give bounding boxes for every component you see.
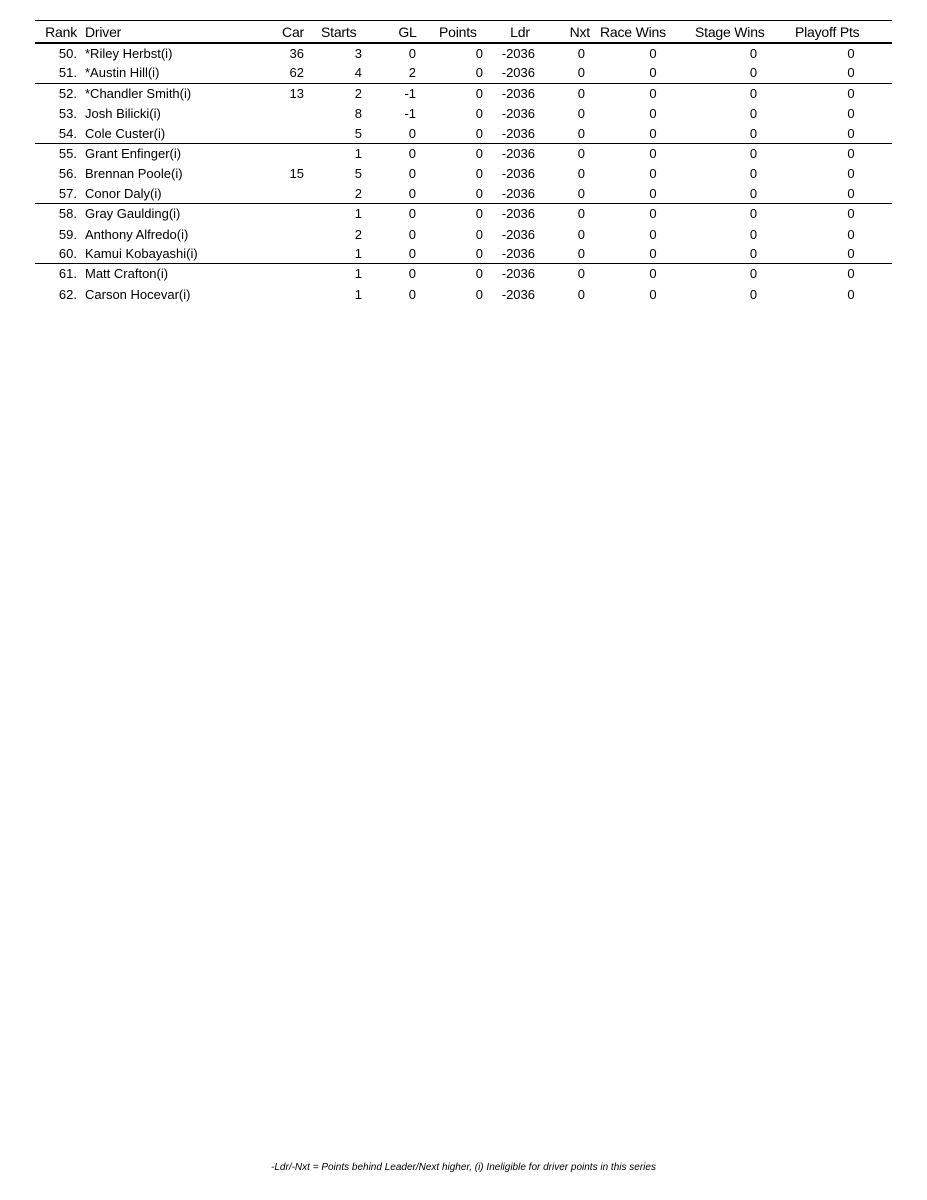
cell-points: 0 (475, 166, 483, 182)
header-ldr: Ldr (510, 24, 530, 40)
cell-race-wins: 0 (649, 46, 657, 61)
cell-playoff-pts: 0 (847, 245, 855, 261)
table-row (35, 184, 892, 203)
cell-driver: Grant Enfinger(i) (85, 145, 182, 161)
cell-gl: -1 (404, 85, 416, 101)
cell-starts: 5 (354, 125, 362, 141)
cell-nxt: 0 (577, 266, 585, 282)
cell-nxt: 0 (577, 85, 585, 101)
cell-gl: 0 (408, 245, 416, 261)
cell-rank: 60. (58, 245, 77, 261)
cell-nxt: 0 (577, 145, 585, 161)
cell-nxt: 0 (577, 65, 585, 81)
cell-stage-wins: 0 (749, 125, 758, 141)
cell-race-wins: 0 (649, 185, 657, 201)
cell-nxt: 0 (577, 166, 585, 182)
cell-stage-wins: 0 (749, 85, 758, 101)
cell-rank: 58. (58, 206, 77, 222)
header-stage-wins: Stage Wins (695, 24, 765, 40)
cell-ldr: -2036 (501, 206, 535, 222)
cell-gl: 0 (408, 125, 416, 141)
cell-ldr: -2036 (501, 245, 535, 261)
table-row (35, 225, 892, 244)
cell-playoff-pts: 0 (847, 206, 855, 222)
table-row (35, 44, 892, 63)
cell-playoff-pts: 0 (847, 85, 855, 101)
cell-stage-wins: 0 (749, 145, 758, 161)
cell-points: 0 (475, 206, 483, 222)
cell-starts: 3 (354, 46, 362, 61)
cell-driver: Carson Hocevar(i) (85, 286, 191, 302)
cell-gl: -1 (404, 106, 416, 122)
cell-ldr: -2036 (501, 46, 535, 61)
cell-gl: 0 (408, 266, 416, 282)
cell-ldr: -2036 (501, 185, 535, 201)
cell-nxt: 0 (577, 245, 585, 261)
cell-ldr: -2036 (501, 106, 535, 122)
cell-starts: 1 (354, 245, 362, 261)
cell-driver: Gray Gaulding(i) (85, 206, 181, 222)
cell-rank: 51. (58, 65, 77, 81)
table-row (35, 63, 892, 82)
cell-points: 0 (475, 65, 483, 81)
cell-nxt: 0 (577, 206, 585, 222)
cell-driver: Anthony Alfredo(i) (85, 226, 189, 242)
cell-rank: 50. (58, 46, 77, 61)
cell-race-wins: 0 (649, 245, 657, 261)
cell-starts: 2 (354, 185, 362, 201)
cell-playoff-pts: 0 (847, 65, 855, 81)
header-car: Car (282, 24, 304, 40)
table-row (35, 285, 892, 304)
header-playoff-pts: Playoff Pts (795, 24, 860, 40)
table-row (35, 164, 892, 183)
cell-nxt: 0 (577, 226, 585, 242)
cell-race-wins: 0 (649, 286, 657, 302)
cell-race-wins: 0 (649, 125, 657, 141)
cell-rank: 53. (58, 106, 77, 122)
cell-points: 0 (475, 106, 483, 122)
cell-stage-wins: 0 (749, 166, 758, 182)
table-row (35, 143, 892, 164)
cell-nxt: 0 (577, 106, 585, 122)
cell-ldr: -2036 (501, 65, 535, 81)
cell-gl: 0 (408, 145, 416, 161)
cell-points: 0 (475, 185, 483, 201)
cell-playoff-pts: 0 (847, 226, 855, 242)
cell-driver: *Austin Hill(i) (85, 65, 160, 81)
cell-driver: Conor Daly(i) (85, 185, 162, 201)
cell-points: 0 (475, 286, 483, 302)
cell-points: 0 (475, 125, 483, 141)
cell-nxt: 0 (577, 286, 585, 302)
cell-points: 0 (475, 46, 483, 61)
cell-ldr: -2036 (501, 166, 535, 182)
cell-starts: 2 (354, 226, 362, 242)
cell-rank: 61. (58, 266, 77, 282)
cell-race-wins: 0 (649, 85, 657, 101)
table-row (35, 124, 892, 143)
cell-stage-wins: 0 (749, 206, 758, 222)
cell-playoff-pts: 0 (847, 185, 855, 201)
cell-points: 0 (475, 85, 483, 101)
cell-starts: 8 (354, 106, 362, 122)
cell-ldr: -2036 (501, 85, 535, 101)
cell-ldr: -2036 (501, 145, 535, 161)
cell-nxt: 0 (577, 125, 585, 141)
table-row (35, 83, 892, 104)
table-body (35, 44, 892, 304)
cell-playoff-pts: 0 (847, 106, 855, 122)
standings-table (35, 20, 892, 304)
cell-playoff-pts: 0 (847, 286, 855, 302)
cell-ldr: -2036 (501, 226, 535, 242)
footnote: -Ldr/-Nxt = Points behind Leader/Next higher, (i) Ineligible for driver points in this series (271, 1162, 656, 1173)
cell-driver: Josh Bilicki(i) (85, 106, 161, 122)
cell-rank: 52. (58, 85, 77, 101)
cell-stage-wins: 0 (749, 185, 758, 201)
header-starts: Starts (321, 24, 357, 40)
cell-car: 36 (289, 46, 304, 61)
cell-starts: 2 (354, 85, 362, 101)
cell-race-wins: 0 (649, 266, 657, 282)
cell-nxt: 0 (577, 185, 585, 201)
cell-rank: 59. (58, 226, 77, 242)
cell-driver: *Chandler Smith(i) (85, 85, 192, 101)
cell-points: 0 (475, 145, 483, 161)
cell-starts: 4 (354, 65, 362, 81)
cell-driver: Cole Custer(i) (85, 125, 166, 141)
cell-driver: *Riley Herbst(i) (85, 46, 173, 61)
cell-points: 0 (475, 245, 483, 261)
cell-starts: 1 (354, 206, 362, 222)
cell-stage-wins: 0 (749, 106, 758, 122)
cell-car: 13 (289, 85, 304, 101)
cell-nxt: 0 (577, 46, 585, 61)
cell-gl: 0 (408, 46, 416, 61)
cell-race-wins: 0 (649, 65, 657, 81)
cell-stage-wins: 0 (749, 65, 758, 81)
cell-car: 62 (289, 65, 304, 81)
cell-ldr: -2036 (501, 266, 535, 282)
cell-driver: Matt Crafton(i) (85, 266, 169, 282)
cell-rank: 55. (58, 145, 77, 161)
cell-playoff-pts: 0 (847, 266, 855, 282)
cell-rank: 57. (58, 185, 77, 201)
cell-ldr: -2036 (501, 286, 535, 302)
header-points: Points (439, 24, 477, 40)
cell-race-wins: 0 (649, 106, 657, 122)
cell-race-wins: 0 (649, 166, 657, 182)
table-row (35, 203, 892, 224)
table-row (35, 244, 892, 263)
cell-race-wins: 0 (649, 226, 657, 242)
cell-ldr: -2036 (501, 125, 535, 141)
cell-stage-wins: 0 (749, 226, 758, 242)
header-nxt: Nxt (569, 24, 590, 40)
cell-gl: 0 (408, 226, 416, 242)
cell-playoff-pts: 0 (847, 125, 855, 141)
cell-starts: 1 (354, 266, 362, 282)
cell-playoff-pts: 0 (847, 46, 855, 61)
cell-driver: Kamui Kobayashi(i) (85, 245, 198, 261)
cell-gl: 0 (408, 166, 416, 182)
cell-stage-wins: 0 (749, 245, 758, 261)
cell-playoff-pts: 0 (847, 145, 855, 161)
table-row (35, 104, 892, 123)
cell-starts: 1 (354, 145, 362, 161)
cell-gl: 0 (408, 185, 416, 201)
cell-points: 0 (475, 226, 483, 242)
cell-rank: 56. (58, 166, 77, 182)
cell-starts: 5 (354, 166, 362, 182)
cell-stage-wins: 0 (749, 266, 758, 282)
cell-playoff-pts: 0 (847, 166, 855, 182)
cell-starts: 1 (354, 286, 362, 302)
header-race-wins: Race Wins (600, 24, 666, 40)
cell-points: 0 (475, 266, 483, 282)
table-row (35, 263, 892, 284)
cell-stage-wins: 0 (749, 286, 758, 302)
cell-driver: Brennan Poole(i) (85, 166, 183, 182)
cell-gl: 0 (408, 286, 416, 302)
cell-rank: 62. (58, 286, 77, 302)
header-gl: GL (398, 24, 417, 40)
table-header (35, 20, 892, 44)
cell-race-wins: 0 (649, 206, 657, 222)
header-driver: Driver (85, 24, 122, 40)
cell-car: 15 (289, 166, 304, 182)
cell-race-wins: 0 (649, 145, 657, 161)
cell-gl: 2 (408, 65, 416, 81)
cell-gl: 0 (408, 206, 416, 222)
cell-rank: 54. (58, 125, 77, 141)
header-rank: Rank (45, 24, 77, 40)
cell-stage-wins: 0 (749, 46, 758, 61)
